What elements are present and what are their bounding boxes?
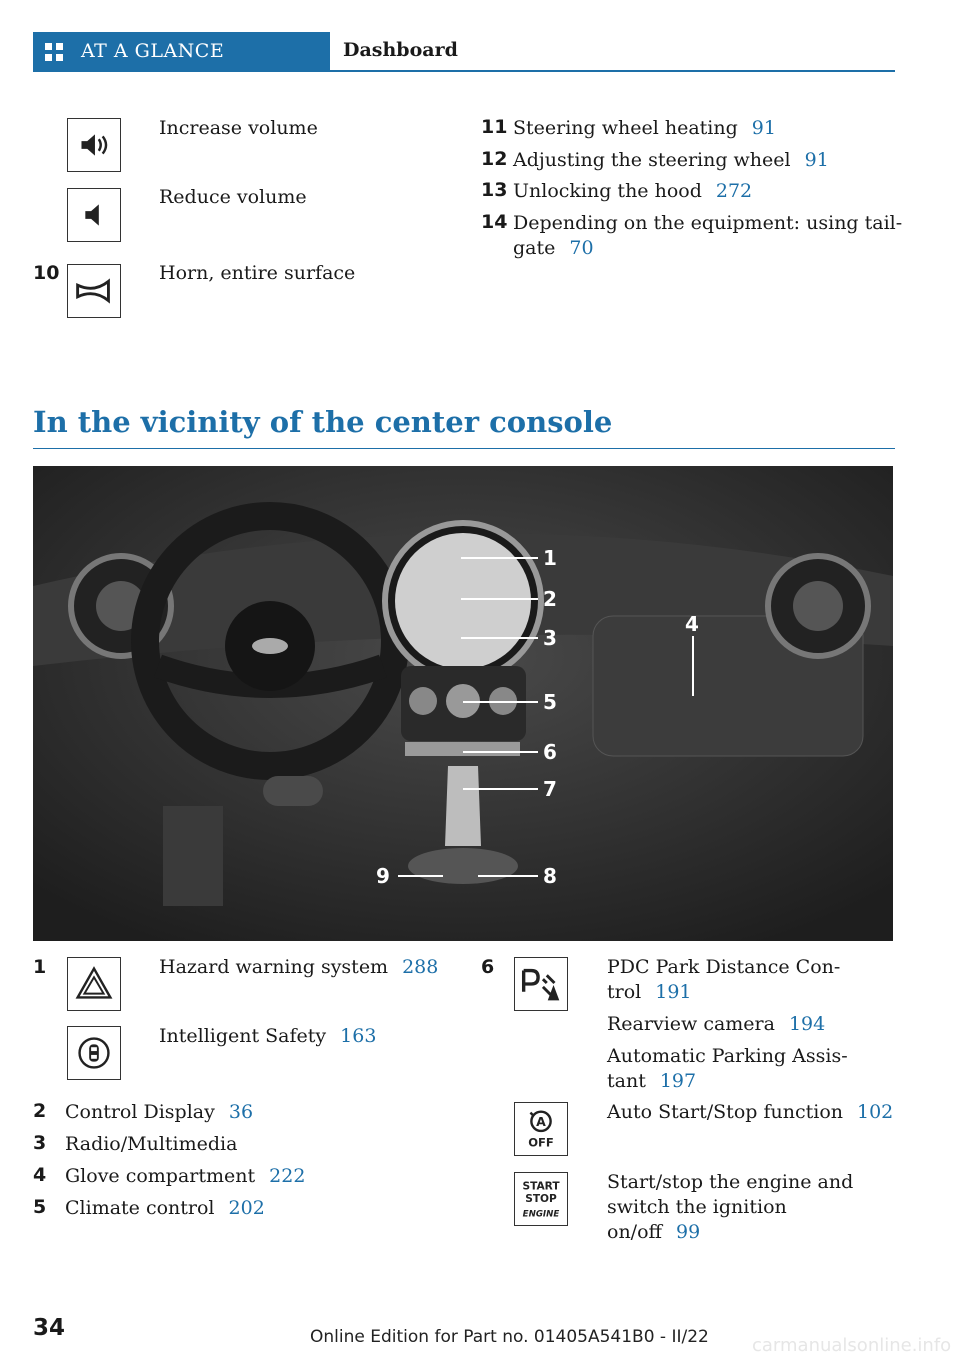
page-reference-link[interactable]: 99: [676, 1221, 701, 1243]
horn-label: Horn, entire surface: [159, 262, 356, 284]
page-reference-link[interactable]: 91: [804, 149, 829, 171]
item-number: 4: [33, 1164, 47, 1186]
list-item: [513, 236, 594, 261]
page-reference-link[interactable]: 191: [655, 981, 692, 1003]
page-reference-link[interactable]: 36: [228, 1101, 254, 1123]
volume-down-label: Reduce volume: [159, 186, 307, 208]
item-number: 3: [33, 1132, 47, 1154]
item-text: trol: [607, 981, 642, 1003]
item-text: on/off: [607, 1221, 663, 1243]
section-heading: In the vicinity of the center console: [33, 405, 613, 439]
icon-text: START: [522, 1180, 560, 1193]
horn-icon: [67, 264, 121, 318]
item-number: 5: [33, 1196, 47, 1218]
list-item: [607, 1100, 893, 1125]
dashboard-photo: [33, 466, 893, 941]
list-item: [513, 116, 776, 141]
section-divider: [33, 448, 895, 449]
item-text: Climate control: [65, 1197, 215, 1219]
page-reference-link[interactable]: 202: [228, 1197, 265, 1219]
page-reference-link[interactable]: 197: [659, 1070, 697, 1092]
page-header: [33, 32, 895, 72]
auto-start-stop-icon: [514, 1102, 568, 1156]
volume-up-label: Increase volume: [159, 117, 318, 139]
page-reference-link[interactable]: 70: [569, 237, 594, 259]
photo-callout: 8: [543, 864, 557, 888]
start-stop-label-line: Start/stop the engine and: [607, 1171, 854, 1193]
item-number: 2: [33, 1100, 47, 1122]
section-tab[interactable]: [33, 32, 330, 70]
list-item: [607, 980, 692, 1005]
item-text: Intelligent Safety: [159, 1025, 327, 1047]
volume-up-icon: [67, 118, 121, 172]
intelligent-safety-icon: [67, 1026, 121, 1080]
page-reference-link[interactable]: 91: [751, 117, 776, 139]
grid-icon: [45, 43, 63, 61]
icon-text: STOP: [525, 1192, 557, 1205]
list-item: [513, 179, 752, 204]
item-number: 1: [33, 956, 47, 978]
item-text: Unlocking the hood: [513, 180, 702, 202]
start-stop-label-line: switch the ignition: [607, 1196, 787, 1218]
icon-text: ENGINE: [522, 1209, 560, 1220]
list-item: [65, 1164, 305, 1189]
item-number: 10: [33, 262, 60, 284]
page-reference-link[interactable]: 102: [857, 1101, 894, 1123]
item-text: tant: [607, 1070, 646, 1092]
item-text: Adjusting the steering wheel: [513, 149, 791, 171]
photo-callout: 3: [543, 626, 557, 650]
icon-letter: A: [536, 1114, 546, 1130]
page-number: 34: [33, 1315, 66, 1341]
page-reference-link[interactable]: 194: [788, 1013, 826, 1035]
volume-down-icon: [67, 188, 121, 242]
item-text: Control Display: [65, 1101, 215, 1123]
photo-callout: 7: [543, 777, 557, 801]
list-item: [513, 148, 829, 173]
list-item: [65, 1132, 237, 1157]
photo-callout: 6: [543, 740, 557, 764]
pdc-label-line: PDC Park Distance Con-: [607, 956, 841, 978]
section-label: AT A GLANCE: [81, 40, 225, 62]
pdc-icon: [514, 957, 568, 1011]
list-item: [65, 1100, 253, 1125]
list-item: [159, 955, 438, 980]
item-text: Steering wheel heating: [513, 117, 738, 139]
photo-callout: 2: [543, 587, 557, 611]
page-label: Dashboard: [343, 39, 458, 61]
page-reference-link[interactable]: 288: [402, 956, 439, 978]
list-item: [607, 1220, 700, 1245]
edition-note: Online Edition for Part no. 01405A541B0 - II/22: [310, 1327, 709, 1347]
item-text: Radio/Multimedia: [65, 1133, 238, 1155]
item-number: 13: [481, 179, 508, 201]
start-stop-engine-icon: [514, 1172, 568, 1226]
list-item-line: Depending on the equipment: using tail-: [513, 212, 903, 234]
photo-callout: 9: [376, 864, 390, 888]
item-text: Auto Start/Stop function: [607, 1101, 843, 1123]
item-number: 11: [481, 116, 508, 138]
list-item: [159, 1024, 376, 1049]
item-text: Hazard warning system: [159, 956, 389, 978]
list-item: [607, 1012, 825, 1037]
photo-callout: 4: [685, 612, 699, 636]
item-number: 14: [481, 211, 508, 233]
page-reference-link[interactable]: 222: [269, 1165, 306, 1187]
hazard-triangle-icon: [67, 957, 121, 1011]
icon-text: OFF: [528, 1135, 554, 1150]
item-text: Rearview camera: [607, 1013, 775, 1035]
item-number: 12: [481, 148, 508, 170]
item-text: Glove compartment: [65, 1165, 256, 1187]
item-text: gate: [513, 237, 556, 259]
photo-callout: 1: [543, 546, 557, 570]
watermark: carmanualsonline.info: [752, 1335, 952, 1356]
page-reference-link[interactable]: 163: [340, 1025, 377, 1047]
photo-callout: 5: [543, 690, 557, 714]
list-item: [65, 1196, 265, 1221]
item-number: 6: [481, 956, 495, 978]
parking-assistant-label-line: Automatic Parking Assis-: [607, 1045, 848, 1067]
list-item: [607, 1069, 696, 1094]
page-reference-link[interactable]: 272: [715, 180, 753, 202]
